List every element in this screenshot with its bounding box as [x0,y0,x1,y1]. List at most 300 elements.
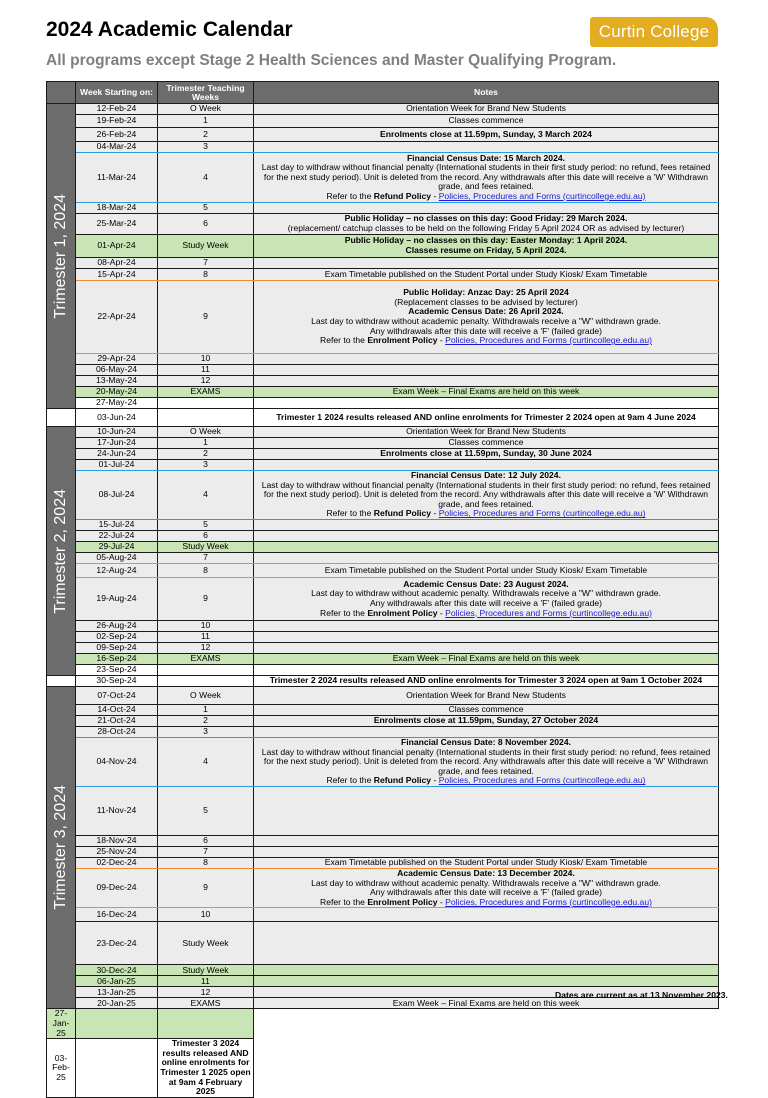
note-line [256,427,716,437]
week-start-date: 02-Sep-24 [76,632,158,643]
note-text: Classes commence [448,437,524,448]
notes-cell [254,365,719,376]
table-row [47,687,719,705]
note-line [256,898,716,908]
teaching-week: 1 [158,438,254,449]
teaching-week: 5 [158,203,254,214]
notes-cell [254,665,719,676]
table-row [47,922,719,965]
note-line [256,776,716,786]
note-text: Last day to withdraw without financial penalty (International students in their first study period: no refund, fees retained for the next study period). Unit is deleted from the record. Any withdrawals after this date will receive a 'W' Withdrawn grade, and fees retained. [261,746,711,776]
table-row [47,269,719,281]
teaching-week: EXAMS [158,998,254,1009]
teaching-week: 11 [158,976,254,987]
week-start-date: 10-Jun-24 [76,427,158,438]
teaching-week: 6 [158,214,254,235]
table-row [47,376,719,387]
table-row [47,621,719,632]
note-text: (replacement/ catchup classes to be held on the following Friday 5 April 2024 OR as advised by lecturer) [287,223,685,233]
table-row [47,258,719,269]
note-line [256,481,716,510]
notes-cell [254,438,719,449]
teaching-week: EXAMS [158,387,254,398]
policies-link[interactable]: Policies, Procedures and Forms (curtincollege.edu.au) [438,775,646,786]
notes-cell [254,687,719,705]
teaching-week: 9 [158,578,254,621]
notes-cell [254,705,719,716]
week-start-date: 18-Mar-24 [76,203,158,214]
note-line [256,192,716,202]
week-start-date: 29-Apr-24 [76,354,158,365]
week-start-date: 11-Mar-24 [76,153,158,203]
table-row [47,398,719,409]
teaching-week: 3 [158,460,254,471]
table-row [47,104,719,115]
notes-cell [254,835,719,846]
note-line [256,438,716,448]
notes-cell [254,409,719,427]
week-start-date: 13-May-24 [76,376,158,387]
policy-name: Refund Policy [373,775,432,786]
teaching-week: 2 [158,128,254,142]
note-line [256,449,716,459]
week-start-date: 30-Sep-24 [76,676,158,687]
week-start-date: 04-Mar-24 [76,142,158,153]
header-teaching-weeks: Trimester Teaching Weeks [158,82,254,104]
week-start-date: 28-Oct-24 [76,727,158,738]
table-row [47,235,719,258]
note-line [256,566,716,576]
teaching-week: 2 [158,449,254,460]
note-text: Last day to withdraw without financial penalty (International students in their first study period: no refund, fees retained for the next study period). Unit is deleted from the record. Any withdrawals after this date will receive a 'W' Withdrawn grade, and fees retained. [261,479,711,509]
note-text: Any withdrawals after this date will receive a 'F' (failed grade) [369,325,603,336]
table-row [47,471,719,520]
week-start-date: 20-Jan-25 [76,998,158,1009]
note-text: Exam Timetable published on the Student Portal under Study Kiosk/ Exam Timetable [324,564,648,575]
teaching-week: 6 [158,531,254,542]
teaching-week: 10 [158,354,254,365]
teaching-week: 1 [158,115,254,128]
curtin-college-logo: Curtin College [590,17,718,47]
note-line [256,224,716,234]
teaching-week [158,665,254,676]
week-start-date: 01-Apr-24 [76,235,158,258]
table-row [47,365,719,376]
notes-cell [254,846,719,857]
table-row [47,387,719,398]
notes-cell [254,269,719,281]
trimester-label-cell [47,687,76,1009]
table-row [47,449,719,460]
policies-link[interactable]: Policies, Procedures and Forms (curtincollege.edu.au) [445,607,652,618]
note-text: Refer to the [326,508,374,519]
note-line [256,387,716,397]
note-line [256,609,716,619]
notes-cell [254,471,719,520]
note-line [256,413,716,423]
table-row [47,738,719,787]
week-start-date: 14-Oct-24 [76,705,158,716]
teaching-week: 11 [158,365,254,376]
notes-cell [254,460,719,471]
note-text: Last day to withdraw without academic penalty. Withdrawals receive a "W" withdrawn grade. [311,877,661,888]
week-start-date: 08-Apr-24 [76,258,158,269]
table-row [47,1039,719,1098]
notes-cell [254,235,719,258]
note-text: Academic Census Date: 13 December 2024. [397,868,575,878]
policy-name: Enrolment Policy [367,335,438,346]
table-row [47,531,719,542]
table-header-row [47,82,719,104]
week-start-date: 24-Jun-24 [76,449,158,460]
notes-cell [254,520,719,531]
trimester-label-cell [47,427,76,676]
week-start-date: 16-Sep-24 [76,654,158,665]
teaching-week: O Week [158,687,254,705]
week-start-date: 04-Nov-24 [76,738,158,787]
notes-cell [158,1039,254,1098]
table-row [47,203,719,214]
teaching-week: Study Week [158,965,254,976]
notes-cell [254,398,719,409]
table-row [47,115,719,128]
academic-calendar-table [46,81,719,1098]
calendar-body [47,104,719,1098]
notes-cell [254,153,719,203]
table-row [47,727,719,738]
table-row [47,786,719,835]
note-text: Trimester 2 2024 results released AND online enrolments for Trimester 3 2024 open at 9am 1 October 2024 [269,675,703,686]
table-row [47,354,719,365]
table-row [47,654,719,665]
notes-cell [254,553,719,564]
week-start-date: 22-Jul-24 [76,531,158,542]
teaching-week [76,1039,158,1098]
notes-cell [254,449,719,460]
note-text: Exam Week – Final Exams are held on this week [392,997,580,1008]
teaching-week: 7 [158,258,254,269]
note-text: Last day to withdraw without academic penalty. Withdrawals receive a "W" withdrawn grade. [311,316,661,326]
week-start-date: 18-Nov-24 [76,835,158,846]
policies-link[interactable]: Policies, Procedures and Forms (curtincollege.edu.au) [445,896,652,907]
notes-cell [254,376,719,387]
teaching-week [158,398,254,409]
week-start-date: 23-Sep-24 [76,665,158,676]
table-row [47,564,719,578]
week-start-date: 25-Nov-24 [76,846,158,857]
note-line [256,705,716,715]
week-start-date: 19-Aug-24 [76,578,158,621]
week-start-date: 15-Jul-24 [76,520,158,531]
table-row [47,460,719,471]
notes-cell [254,857,719,868]
week-start-date: 02-Dec-24 [76,857,158,868]
note-text: Refer to the [326,190,374,201]
teaching-week: 7 [158,846,254,857]
policies-link[interactable]: Policies, Procedures and Forms (curtincollege.edu.au) [445,335,652,346]
note-separator: - [437,335,446,346]
table-row [47,908,719,922]
teaching-week: 6 [158,835,254,846]
notes-cell [254,387,719,398]
notes-cell [254,727,719,738]
table-row [47,632,719,643]
note-line [256,716,716,726]
note-text: Trimester 1 2024 results released AND online enrolments for Trimester 2 2024 open at 9am 4 June 2024 [276,411,696,422]
table-row [47,409,719,427]
teaching-week [158,409,254,427]
note-text: Classes commence [448,115,524,126]
notes-cell [254,643,719,654]
teaching-week: 2 [158,716,254,727]
trimester-label: Trimester 3, 2024 [52,785,69,911]
note-text: Enrolments close at 11.59pm, Sunday, 27 October 2024 [373,715,599,726]
table-row [47,578,719,621]
table-row [47,665,719,676]
week-start-date: 27-May-24 [76,398,158,409]
note-text: Academic Census Date: 26 April 2024. [408,306,564,317]
notes-cell [254,281,719,354]
week-start-date: 30-Dec-24 [76,965,158,976]
teaching-week: 4 [158,471,254,520]
week-start-date: 09-Dec-24 [76,868,158,907]
teaching-week: Study Week [158,542,254,553]
table-row [47,128,719,142]
week-start-date: 23-Dec-24 [76,922,158,965]
note-text: Orientation Week for Brand New Students [406,689,566,700]
week-start-date: 21-Oct-24 [76,716,158,727]
table-row [47,214,719,235]
week-start-date: 13-Jan-25 [76,987,158,998]
page-title: 2024 Academic Calendar [46,18,293,41]
note-line [160,1039,251,1097]
notes-cell [254,214,719,235]
notes-cell [254,564,719,578]
table-row [47,153,719,203]
week-start-date: 01-Jul-24 [76,460,158,471]
notes-cell [254,676,719,687]
note-line [256,104,716,114]
week-start-date: 08-Jul-24 [76,471,158,520]
note-line [256,163,716,192]
policy-name: Enrolment Policy [367,607,438,618]
teaching-week: 11 [158,632,254,643]
notes-cell [254,258,719,269]
week-start-date: 26-Feb-24 [76,128,158,142]
week-start-date: 20-May-24 [76,387,158,398]
trimester-label: Trimester 2, 2024 [52,488,69,614]
week-start-date: 12-Aug-24 [76,564,158,578]
note-line [256,858,716,868]
header-week-starting: Week Starting on: [76,82,158,104]
note-text: Academic Census Date: 23 August 2024. [403,578,569,589]
header-notes: Notes [254,82,719,104]
trimester-gap-cell [47,676,76,687]
header-blank [47,82,76,104]
week-start-date: 16-Dec-24 [76,908,158,922]
note-separator: - [437,607,446,618]
note-text: Public Holiday: Anzac Day: 25 April 2024 [403,287,569,298]
week-start-date: 29-Jul-24 [76,542,158,553]
teaching-week: 3 [158,727,254,738]
note-text: Enrolments close at 11.59pm, Sunday, 3 March 2024 [380,128,592,139]
note-text: Orientation Week for Brand New Students [406,426,566,437]
teaching-week: 7 [158,553,254,564]
note-text: Any withdrawals after this date will receive a 'F' (failed grade) [369,887,603,898]
note-line [256,676,716,686]
week-start-date: 03-Jun-24 [76,409,158,427]
notes-cell [254,104,719,115]
notes-cell [254,621,719,632]
teaching-week: 9 [158,868,254,907]
notes-cell [254,142,719,153]
notes-cell [254,115,719,128]
table-row [47,520,719,531]
table-row [47,965,719,976]
teaching-week: 9 [158,281,254,354]
table-row [47,142,719,153]
note-text: Public Holiday – no classes on this day: Good Friday: 29 March 2024. [344,213,628,224]
note-separator: - [431,775,439,786]
note-text: Last day to withdraw without academic penalty. Withdrawals receive a "W" withdrawn grade. [311,588,661,599]
note-separator: - [437,896,446,907]
policies-link[interactable]: Policies, Procedures and Forms (curtincollege.edu.au) [438,190,646,201]
week-start-date: 06-May-24 [76,365,158,376]
notes-cell [254,786,719,835]
week-start-date: 15-Apr-24 [76,269,158,281]
note-line [256,509,716,519]
notes-cell [254,738,719,787]
note-text: Financial Census Date: 12 July 2024. [411,470,561,481]
note-text: Exam Timetable published on the Student Portal under Study Kiosk/ Exam Timetable [324,857,648,868]
note-line [256,654,716,664]
teaching-week: Study Week [158,235,254,258]
table-row [47,868,719,907]
teaching-week: 8 [158,269,254,281]
note-text: Last day to withdraw without financial penalty (International students in their first study period: no refund, fees retained for the next study period). Unit is deleted from the record. Any withdrawals after this date will receive a 'W' Withdrawn grade, and fees retained. [261,162,711,192]
notes-cell [254,654,719,665]
note-line [256,130,716,140]
policy-name: Refund Policy [373,508,432,519]
note-text: Public Holiday – no classes on this day: Easter Monday: 1 April 2024. [344,235,628,246]
footer-note: Dates are current as at 13 November 2023. [555,990,728,1000]
note-text: Exam Week – Final Exams are held on this week [392,653,580,664]
table-row [47,835,719,846]
notes-cell [254,908,719,922]
teaching-week: Study Week [158,922,254,965]
note-separator: - [431,190,439,201]
table-row [47,716,719,727]
note-text: Refer to the [320,607,368,618]
table-row [47,427,719,438]
trimester-label: Trimester 1, 2024 [52,193,69,319]
notes-cell [254,354,719,365]
note-text: Financial Census Date: 15 March 2024. [406,152,566,163]
teaching-week: 12 [158,643,254,654]
table-row [47,857,719,868]
note-text: Refer to the [320,896,368,907]
note-text: Trimester 3 2024 results released AND online enrolments for Trimester 1 2025 open at 9am 4 February 2025 [160,1038,251,1097]
table-row [47,643,719,654]
note-text: Exam Week – Final Exams are held on this week [392,386,580,397]
note-separator: - [431,508,439,519]
teaching-week: 10 [158,908,254,922]
table-row [47,676,719,687]
note-line [256,336,716,346]
notes-cell [254,922,719,965]
teaching-week: 8 [158,857,254,868]
note-line [256,691,716,701]
week-start-date: 17-Jun-24 [76,438,158,449]
note-text: Exam Timetable published on the Student Portal under Study Kiosk/ Exam Timetable [324,268,648,279]
policies-link[interactable]: Policies, Procedures and Forms (curtincollege.edu.au) [438,508,646,519]
notes-cell [254,716,719,727]
teaching-week: O Week [158,104,254,115]
notes-cell [254,578,719,621]
policy-name: Refund Policy [373,190,432,201]
note-text: Refer to the [320,335,368,346]
week-start-date: 22-Apr-24 [76,281,158,354]
table-row [47,281,719,354]
page-subtitle: All programs except Stage 2 Health Sciences and Master Qualifying Program. [46,52,617,69]
week-start-date: 09-Sep-24 [76,643,158,654]
teaching-week: 8 [158,564,254,578]
teaching-week: O Week [158,427,254,438]
teaching-week: 12 [158,987,254,998]
teaching-week: 4 [158,738,254,787]
teaching-week: 5 [158,786,254,835]
notes-cell [254,427,719,438]
trimester-label-cell [47,104,76,409]
note-text: Classes resume on Friday, 5 April 2024. [405,245,567,255]
teaching-week: EXAMS [158,654,254,665]
note-text: Refer to the [326,775,374,786]
note-text: Any withdrawals after this date will receive a 'F' (failed grade) [369,598,603,608]
teaching-week: 10 [158,621,254,632]
notes-cell [254,128,719,142]
note-line [256,246,716,256]
note-text: Enrolments close at 11.59pm, Sunday, 30 June 2024 [380,448,592,459]
table-row [47,438,719,449]
note-line [256,748,716,777]
teaching-week: 12 [158,376,254,387]
week-start-date: 07-Oct-24 [76,687,158,705]
week-start-date: 27-Jan-25 [47,1009,76,1039]
week-start-date: 25-Mar-24 [76,214,158,235]
note-text: (Replacement classes to be advised by lecturer) [394,296,578,307]
week-start-date: 12-Feb-24 [76,104,158,115]
note-line [256,270,716,280]
notes-cell [254,976,719,987]
note-text: Orientation Week for Brand New Students [406,103,566,114]
notes-cell [254,868,719,907]
notes-cell [254,965,719,976]
teaching-week [158,676,254,687]
trimester-gap-cell [47,409,76,427]
week-start-date: 11-Nov-24 [76,786,158,835]
policy-name: Enrolment Policy [367,896,438,907]
notes-cell [254,632,719,643]
teaching-week: 5 [158,520,254,531]
table-row [47,553,719,564]
teaching-week: 4 [158,153,254,203]
notes-cell [254,203,719,214]
table-row [47,846,719,857]
table-row [47,976,719,987]
week-start-date: 19-Feb-24 [76,115,158,128]
note-text: Financial Census Date: 8 November 2024. [400,737,572,747]
teaching-week: 1 [158,705,254,716]
